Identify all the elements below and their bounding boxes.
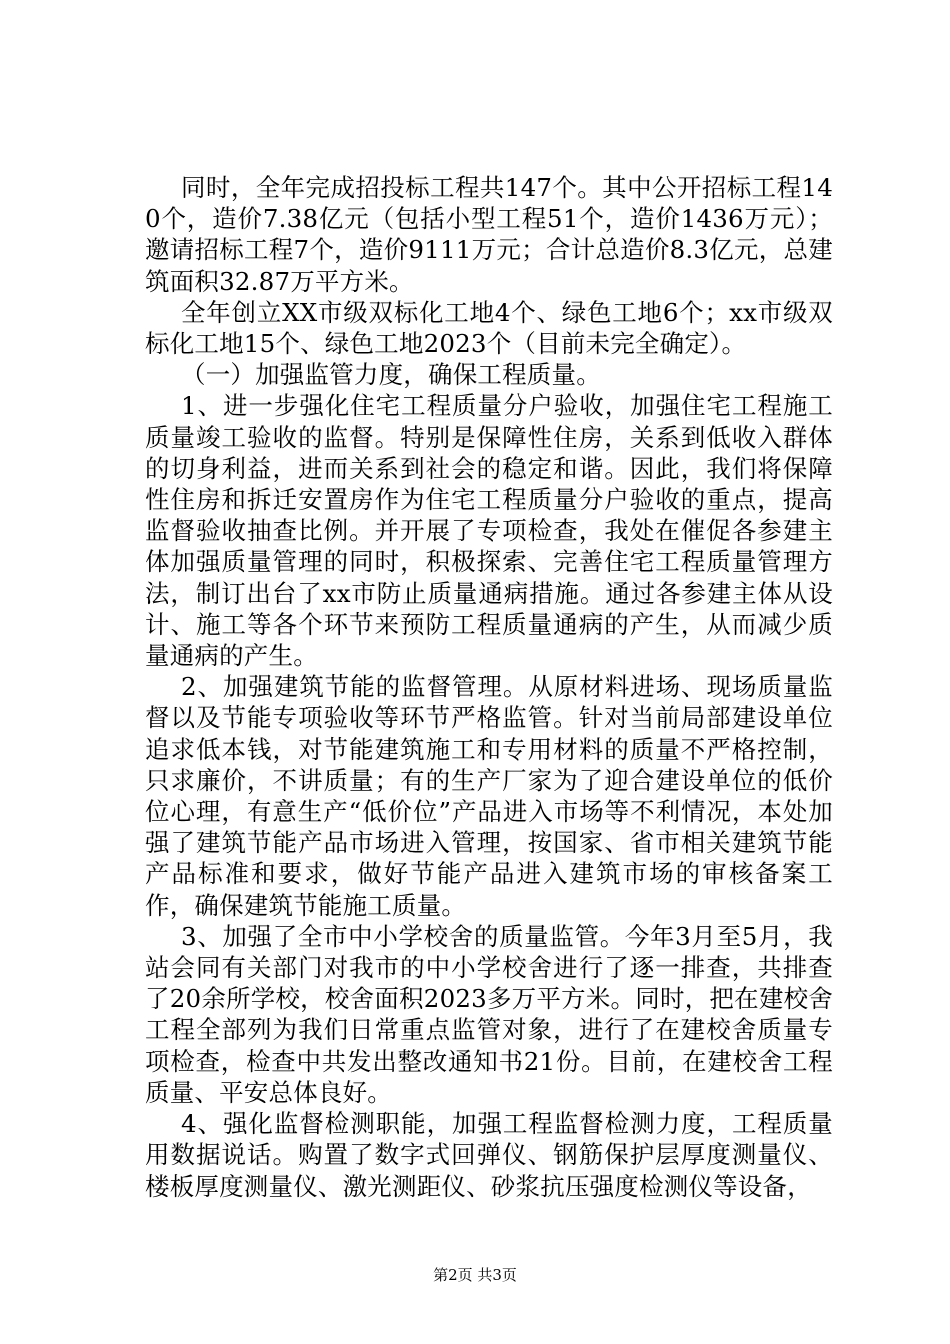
document-body (145, 172, 833, 1202)
page-footer: 第2页 共3页 (433, 1266, 517, 1284)
paragraph-item-4-testing: 4、强化监督检测职能，加强工程监督检测力度，工程质量用数据说话。购置了数字式回弹仪、钢筋保护层厚度测量仪、楼板厚度测量仪、激光测距仪、砂浆抗压强度检测仪等设备， (145, 1109, 833, 1201)
paragraph-standard-sites: 全年创立XX市级双标化工地4个、绿色工地6个；xx市级双标化工地15个、绿色工地2023个（目前未完全确定）。 (145, 297, 833, 359)
paragraph-tender-summary: 同时，全年完成招投标工程共147个。其中公开招标工程140个，造价7.38亿元（包括小型工程51个，造价1436万元）；邀请招标工程7个，造价9111万元；合计总造价8.3亿元，总建筑面积32.87万平方米。 (145, 173, 833, 296)
paragraph-item-1-housing: 1、进一步强化住宅工程质量分户验收，加强住宅工程施工质量竣工验收的监督。特别是保障性住房，关系到低收入群体的切身利益，进而关系到社会的稳定和谐。因此，我们将保障性住房和拆迁安置房作为住宅工程质量分户验收的重点，提高监督验收抽查比例。并开展了专项检查，我处在催促各参建主体加强质量管理的同时，积极探索、完善住宅工程质量管理方法，制订出台了xx市防止质量通病措施。通过各参建主体从设计、施工等各个环节来预防工程质量通病的产生，从而减少质量通病的产生。 (145, 391, 833, 671)
paragraph-item-2-energy: 2、加强建筑节能的监督管理。从原材料进场、现场质量监督以及节能专项验收等环节严格监管。针对当前局部建设单位追求低本钱，对节能建筑施工和专用材料的质量不严格控制，只求廉价，不讲质量；有的生产厂家为了迎合建设单位的低价位心理，有意生产“低价位”产品进入市场等不利情况，本处加强了建筑节能产品市场进入管理，按国家、省市相关建筑节能产品标准和要求，做好节能产品进入建筑市场的审核备案工作，确保建筑节能施工质量。 (145, 672, 833, 920)
section-heading-supervision: （一）加强监管力度，确保工程质量。 (181, 360, 601, 390)
paragraph-item-3-schools: 3、加强了全市中小学校舍的质量监管。今年3月至5月，我站会同有关部门对我市的中小学校舍进行了逐一排查，共排查了20余所学校，校舍面积2023多万平方米。同时，把在建校舍工程全部列为我们日常重点监管对象，进行了在建校舍质量专项检查，检查中共发出整改通知书21份。目前，在建校舍工程质量、平安总体良好。 (145, 921, 833, 1107)
